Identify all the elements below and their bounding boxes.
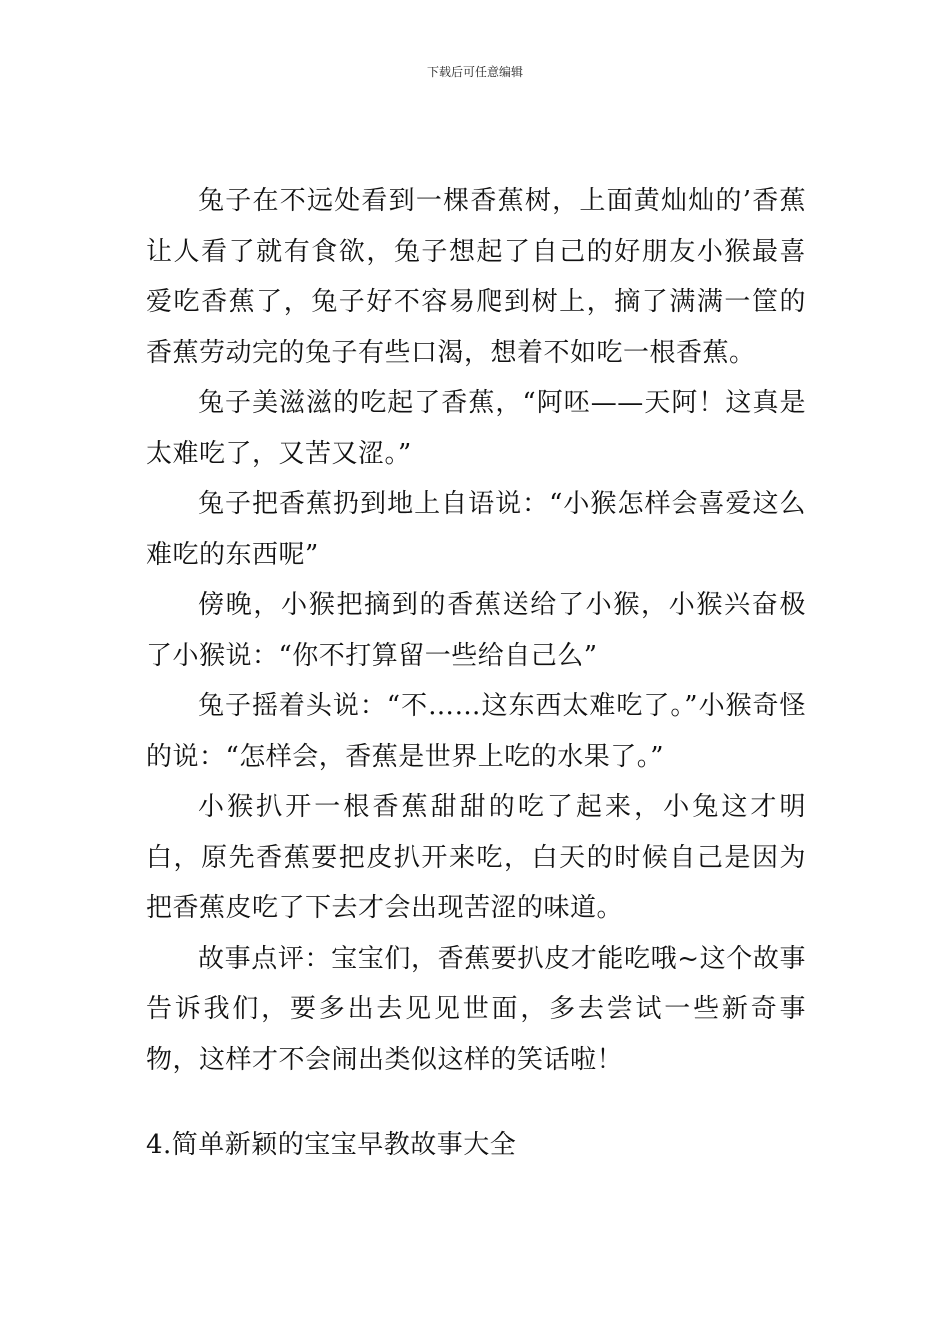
section-heading: 4.简单新颖的宝宝早教故事大全 xyxy=(146,1130,517,1160)
story-review-paragraph: 故事点评：宝宝们，香蕉要扒皮才能吃哦~这个故事告诉我们，要多出去见见世面，多去尝试一些新奇事物，这样才不会闹出类似这样的笑话啦！ xyxy=(146,943,806,1075)
story-paragraph-2: 兔子美滋滋的吃起了香蕉，“阿呸——天阿！这真是太难吃了，又苦又涩。” xyxy=(146,388,806,469)
story-body xyxy=(146,176,806,1085)
story-paragraph-5: 兔子摇着头说：“不……这东西太难吃了。”小猴奇怪的说：“怎样会，香蕉是世界上吃的水果了。” xyxy=(146,691,806,772)
page-header-note: 下载后可任意编辑 xyxy=(426,65,523,79)
story-paragraph-6: 小猴扒开一根香蕉甜甜的吃了起来，小兔这才明白，原先香蕉要把皮扒开来吃，白天的时候自己是因为把香蕉皮吃了下去才会出现苦涩的味道。 xyxy=(146,792,806,923)
story-paragraph-3: 兔子把香蕉扔到地上自语说：“小猴怎样会喜爱这么难吃的东西呢” xyxy=(146,489,806,570)
story-paragraph-4: 傍晚，小猴把摘到的香蕉送给了小猴，小猴兴奋极了小猴说：“你不打算留一些给自己么” xyxy=(146,590,806,671)
story-paragraph-1: 兔子在不远处看到一棵香蕉树，上面黄灿灿的’香蕉让人看了就有食欲，兔子想起了自己的好朋友小猴最喜爱吃香蕉了，兔子好不容易爬到树上，摘了满满一筐的香蕉劳动完的兔子有些口渴，想着不如吃一根香蕉。 xyxy=(146,186,806,368)
